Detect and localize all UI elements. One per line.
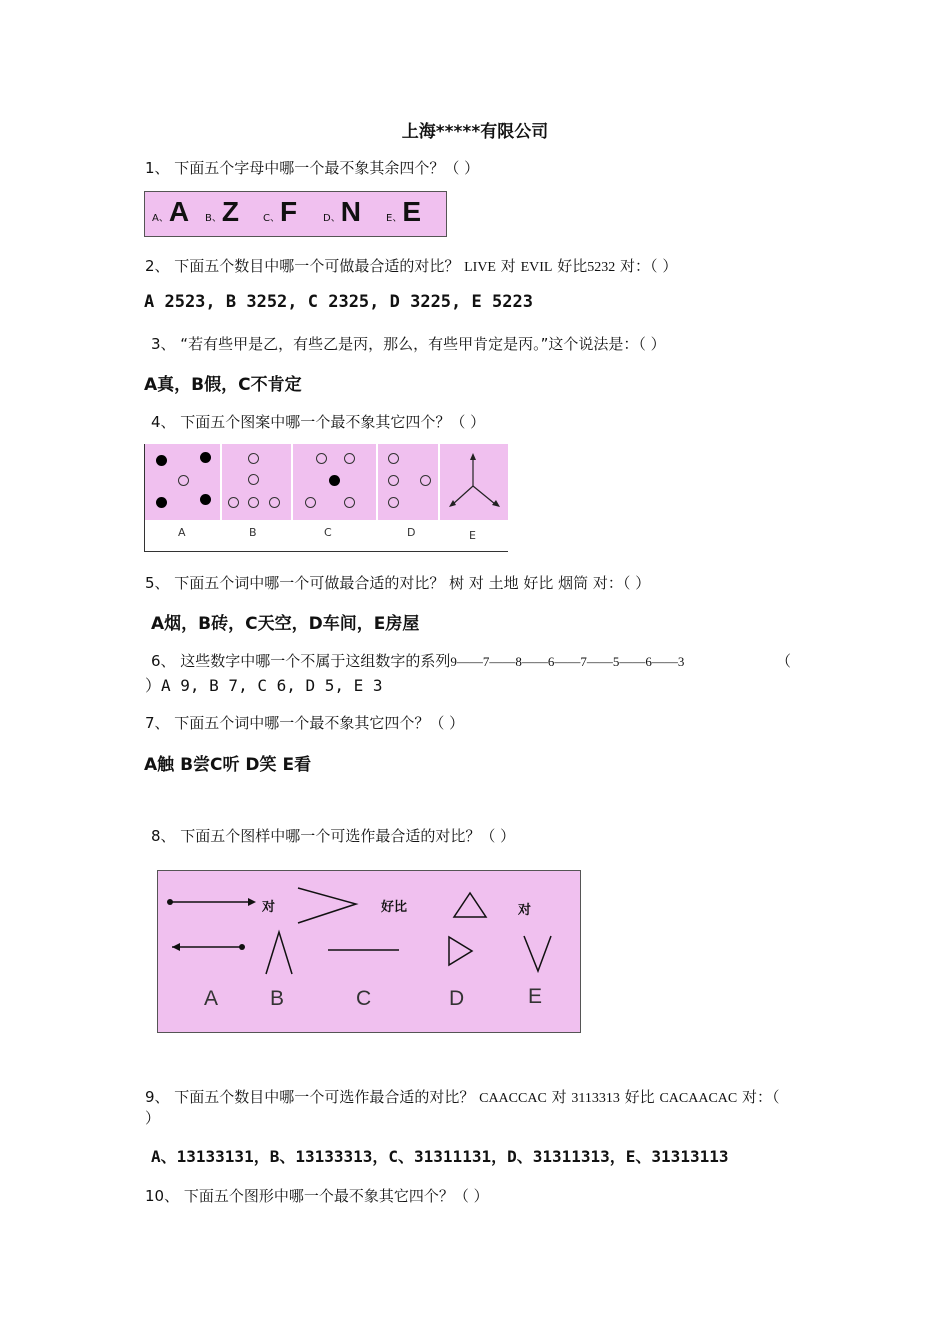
q8-label-d: D <box>449 987 465 1010</box>
answer-6: ）A 9, B 7, C 6, D 5, E 3 <box>145 676 383 695</box>
q1-option-a: A、A <box>152 196 190 227</box>
question-4: 4、 下面五个图案中哪一个最不象其它四个？（ ） <box>151 413 486 431</box>
hollow-dot <box>248 497 259 508</box>
q4-label-d: D <box>407 526 416 539</box>
question-5: 5、 下面五个词中哪一个可做最合适的对比？ 树 对 土地 好比 烟筒 对：（ ） <box>145 574 651 592</box>
q1-option-d: D、N <box>323 196 361 227</box>
filled-dot <box>329 475 340 486</box>
hollow-dot <box>178 475 189 486</box>
q1-option-b: B、Z <box>205 196 239 227</box>
question-2: 2、 下面五个数目中哪一个可做最合适的对比？ LIVE 对 EVIL 好比5232 对：（ ） <box>145 257 678 275</box>
q8-label-e: E <box>528 985 543 1008</box>
q8-haobi: 好比 <box>381 900 408 915</box>
hollow-dot <box>420 475 431 486</box>
question-1: 1、 下面五个字母中哪一个最不象其余四个？（ ） <box>145 159 480 177</box>
hollow-dot <box>269 497 280 508</box>
answer-3: A真，B假，C不肯定 <box>144 375 302 395</box>
q8-label-c: C <box>356 987 372 1010</box>
question-10: 10、 下面五个图形中哪一个最不象其它四个？（ ） <box>145 1187 489 1205</box>
filled-dot <box>200 494 211 505</box>
hollow-dot <box>316 453 327 464</box>
q8-label-a: A <box>204 987 219 1010</box>
question-8: 8、 下面五个图样中哪一个可选作最合适的对比？（ ） <box>151 827 516 845</box>
hollow-dot <box>228 497 239 508</box>
filled-dot <box>156 497 167 508</box>
q8-label-b: B <box>270 987 285 1010</box>
q8-figure <box>157 870 581 1033</box>
answer-2: A 2523, B 3252, C 2325, D 3225, E 5223 <box>144 292 533 312</box>
q4-label-c: C <box>324 526 332 539</box>
q1-option-e: E、E <box>386 196 422 227</box>
hollow-dot <box>344 453 355 464</box>
page-title: 上海*****有限公司 <box>401 122 549 142</box>
answer-5: A烟，B砖，C天空，D车间，E房屋 <box>151 614 420 634</box>
hollow-dot <box>248 453 259 464</box>
hollow-dot <box>248 474 259 485</box>
filled-dot <box>156 455 167 466</box>
question-6-paren: （ <box>776 652 792 670</box>
question-6: 6、 这些数字中哪一个不属于这组数字的系列9——7——8——6——7——5——6——3 <box>151 652 685 670</box>
q4-dots-figure <box>144 444 508 552</box>
q4-label-a: A <box>178 526 186 539</box>
hollow-dot <box>305 497 316 508</box>
filled-dot <box>200 452 211 463</box>
q8-dui-2: 对 <box>518 903 532 918</box>
answer-7: A触 B尝C听 D笑 E看 <box>144 755 312 775</box>
hollow-dot <box>388 475 399 486</box>
q1-letters-figure <box>144 191 447 237</box>
question-9: 9、 下面五个数目中哪一个可选作最合适的对比？ CAACCAC 对 3113313 好比 CACAACAC 对：（ <box>145 1088 780 1106</box>
hollow-dot <box>388 497 399 508</box>
q1-option-c: C、F <box>263 196 298 227</box>
question-7: 7、 下面五个词中哪一个最不象其它四个？（ ） <box>145 714 465 732</box>
q4-label-b: B <box>249 526 257 539</box>
q8-dui-1: 对 <box>262 900 276 915</box>
hollow-dot <box>388 453 399 464</box>
three-arrows-icon <box>440 444 508 520</box>
question-3: 3、 “若有些甲是乙，有些乙是丙，那么，有些甲肯定是丙。”这个说法是：（ ） <box>151 335 666 353</box>
question-9-close: ） <box>145 1109 161 1127</box>
hollow-dot <box>344 497 355 508</box>
q4-label-e: E <box>469 529 476 542</box>
answer-9: A、13133131，B、13133313，C、31311131，D、31311313，E、31313113 <box>151 1147 729 1166</box>
